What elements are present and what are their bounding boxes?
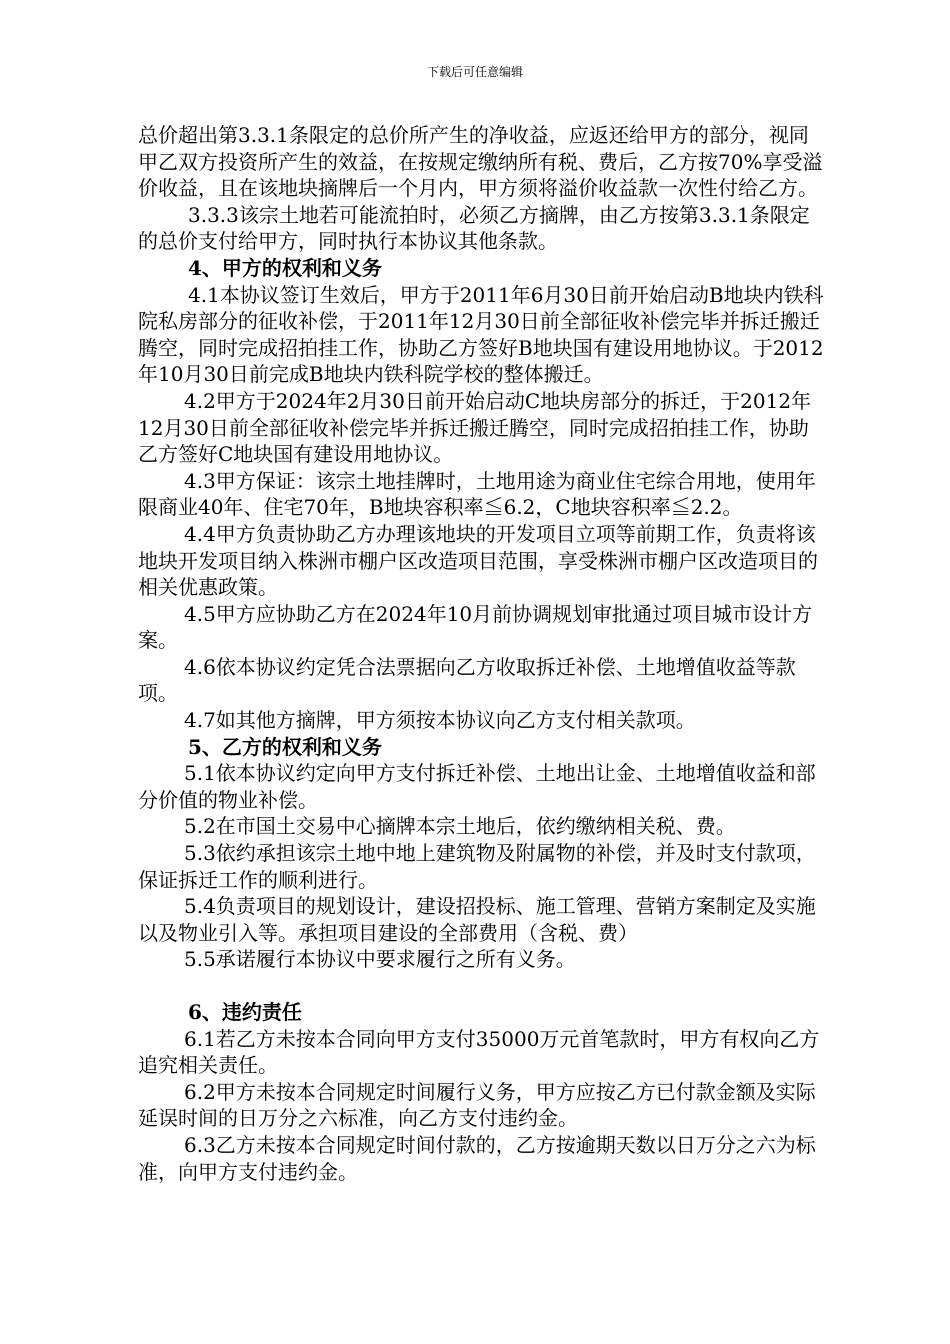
- section-heading: 6、违约责任: [188, 1000, 302, 1024]
- document-body: [138, 122, 824, 1185]
- paragraph: 5.3依约承担该宗土地中地上建筑物及附属物的补偿，并及时支付款项，保证拆迁工作的顺利进行。: [138, 841, 816, 892]
- paragraph: 3.3.3该宗土地若可能流拍时，必须乙方摘牌，由乙方按第3.3.1条限定的总价支付给甲方，同时执行本协议其他条款。: [138, 202, 810, 254]
- paragraph: 4.5甲方应协助乙方在2024年10月前协调规划审批通过项目城市设计方案。: [138, 601, 813, 653]
- paragraph: 5.4负责项目的规划设计，建设招投标、施工管理、营销方案制定及实施以及物业引入等。承担项目建设的全部费用（含税、费）: [138, 894, 816, 945]
- paragraph-gap: [138, 973, 824, 999]
- paragraph: 4.3甲方保证：该宗土地挂牌时，土地用途为商业住宅综合用地，使用年限商业40年、住宅70年，B地块容积率≦6.2，C地块容积率≦2.2。: [138, 468, 816, 520]
- paragraph: 4.6依本协议约定凭合法票据向乙方收取拆迁补偿、土地增值收益等款项。: [138, 654, 796, 706]
- paragraph: 5.5承诺履行本协议中要求履行之所有义务。: [184, 947, 576, 972]
- paragraph: 4.2甲方于2024年2月30日前开始启动C地块房部分的拆迁，于2012年12月30日前全部征收补偿完毕并拆迁搬迁腾空，同时完成招拍挂工作，协助乙方签好C地块国有建设用地协议。: [138, 388, 812, 467]
- paragraph: 4.1本协议签订生效后，甲方于2011年6月30日前开始启动B地块内铁科院私房部分的征收补偿，于2011年12月30日前全部征收补偿完毕并拆迁搬迁腾空，同时完成招拍挂工作，协助乙方签好B地块国有建设用地协议。于2012年10月30日前完成B地块内铁科院学校的整体搬迁。: [138, 282, 824, 387]
- paragraph: 5.2在市国土交易中心摘牌本宗土地后，依约缴纳相关税、费。: [184, 814, 736, 839]
- section-heading: 5、乙方的权利和义务: [188, 734, 382, 759]
- paragraph: 4.7如其他方摘牌，甲方须按本协议向乙方支付相关款项。: [184, 708, 696, 733]
- paragraph: 4.4甲方负责协助乙方办理该地块的开发项目立项等前期工作，负责将该地块开发项目纳入株洲市棚户区改造项目范围，享受株洲市棚户区改造项目的相关优惠政策。: [138, 521, 818, 600]
- paragraph: 6.3乙方未按本合同规定时间付款的，乙方按逾期天数以日万分之六为标准，向甲方支付违约金。: [138, 1132, 816, 1184]
- section-heading: 4、甲方的权利和义务: [188, 255, 382, 280]
- paragraph: 6.1若乙方未按本合同向甲方支付35000万元首笔款时，甲方有权向乙方追究相关责任。: [138, 1026, 820, 1078]
- paragraph: 总价超出第3.3.1条限定的总价所产生的净收益，应返还给甲方的部分，视同甲乙双方投资所产生的效益，在按规定缴纳所有税、费后，乙方按70%享受溢价收益，且在该地块摘牌后一个月内，甲方须将溢价收益款一次性付给乙方。: [138, 123, 823, 201]
- page-header: 下载后可任意编辑: [426, 65, 523, 79]
- paragraph: 5.1依本协议约定向甲方支付拆迁补偿、土地出让金、土地增值收益和部分价值的物业补偿。: [138, 761, 816, 812]
- paragraph: 6.2甲方未按本合同规定时间履行义务，甲方应按乙方已付款金额及实际延误时间的日万分之六标准，向乙方支付违约金。: [138, 1079, 816, 1131]
